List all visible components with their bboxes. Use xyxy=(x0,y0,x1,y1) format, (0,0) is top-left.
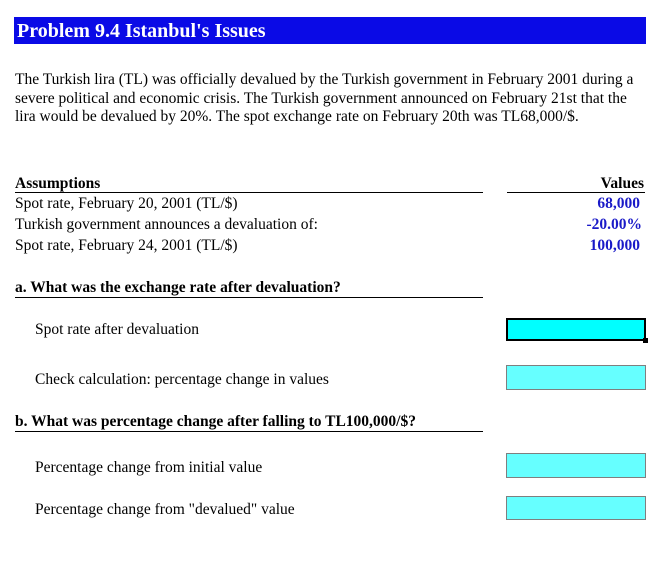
assumption-value-spot-feb24[interactable]: 100,000 xyxy=(589,237,640,254)
assumption-label-devaluation: Turkish government announces a devaluation of: xyxy=(15,216,318,233)
input-change-from-initial[interactable] xyxy=(506,453,646,478)
assumption-label-spot-feb20: Spot rate, February 20, 2001 (TL/$) xyxy=(15,195,238,212)
label-spot-after-devaluation: Spot rate after devaluation xyxy=(35,321,199,338)
question-b: b. What was percentage change after falling to TL100,000/$? xyxy=(15,413,416,430)
values-header: Values xyxy=(600,175,644,192)
values-underline xyxy=(507,192,645,193)
input-spot-after-devaluation[interactable] xyxy=(506,318,646,341)
input-change-from-devalued[interactable] xyxy=(506,496,646,520)
assumption-label-spot-feb24: Spot rate, February 24, 2001 (TL/$) xyxy=(15,237,238,254)
assumptions-underline xyxy=(15,192,483,193)
input-check-calculation[interactable] xyxy=(506,365,646,390)
assumption-value-devaluation[interactable]: -20.00% xyxy=(586,216,642,233)
question-b-underline xyxy=(15,431,483,432)
question-a-underline xyxy=(15,297,483,298)
assumptions-header: Assumptions xyxy=(15,175,101,192)
assumption-value-spot-feb20[interactable]: 68,000 xyxy=(597,195,640,212)
label-change-from-devalued: Percentage change from "devalued" value xyxy=(35,501,295,518)
problem-description: The Turkish lira (TL) was officially devalued by the Turkish government in February 2001 during a severe political and economic crisis. The Turkish government announced on February 21st that the lira would be devalued by 20%. The spot exchange rate on February 20th was TL68,000/$. xyxy=(15,71,634,125)
question-a: a. What was the exchange rate after devaluation? xyxy=(15,279,341,296)
problem-title: Problem 9.4 Istanbul's Issues xyxy=(14,17,646,44)
label-check-calculation: Check calculation: percentage change in values xyxy=(35,371,329,388)
label-change-from-initial: Percentage change from initial value xyxy=(35,459,263,476)
fill-handle[interactable] xyxy=(643,338,648,343)
